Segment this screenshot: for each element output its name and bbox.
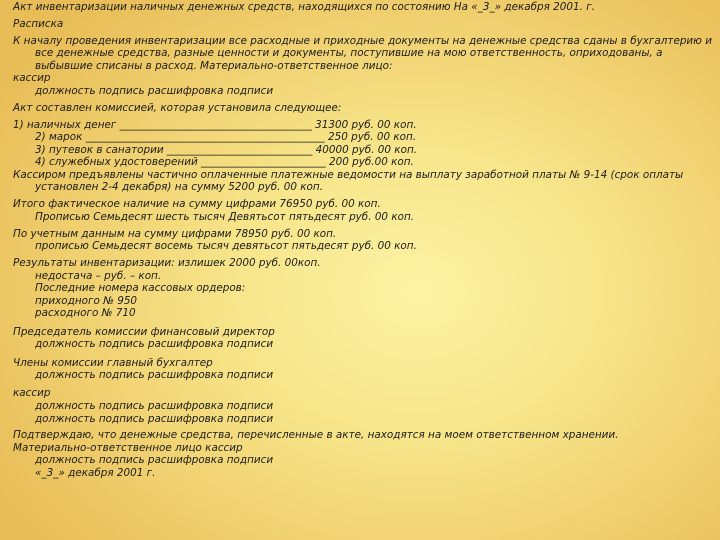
- commission-statement: Акт составлен комиссией, которая установила следующее:: [13, 101, 342, 114]
- records-total-words: прописью Семьдесят восемь тысяч девятьсот пятьдесят руб. 00 коп.: [35, 240, 417, 253]
- cashier-signature-line: должность подпись расшифровка подписи: [35, 84, 274, 97]
- inventory-act-document: [13, 1, 713, 480]
- receipt-text: К началу проведения инвентаризации все расходные и приходные документы на денежные средства сданы в бухгалтерию и все денежные средства, разные ценности и документы, поступившие на мою ответственность, оприходованы, а выбывшие списаны в расход. Материально-ответственное лицо:: [13, 34, 712, 72]
- member-cashier-label: кассир: [13, 387, 51, 400]
- member-signature-line: должность подпись расшифровка подписи: [35, 369, 274, 382]
- responsible-person: Материально-ответственное лицо кассир: [13, 441, 243, 454]
- receipt-label: Расписка: [13, 17, 64, 30]
- item-cash: 1) наличных денег _____________________________________ 31300 руб. 00 коп.: [13, 118, 417, 131]
- cashier-member-signature-line: должность подпись расшифровка подписи: [35, 399, 274, 412]
- commission-members: Члены комиссии главный бухгалтер: [13, 356, 213, 369]
- last-orders-label: Последние номера кассовых ордеров:: [35, 282, 246, 295]
- custody-confirmation: Подтверждаю, что денежные средства, перечисленные в акте, находятся на моем ответственном хранении.: [13, 429, 619, 442]
- act-title: Акт инвентаризации наличных денежных средств, находящихся по состоянию На «_3_» декабря 2001. г.: [13, 1, 595, 13]
- extra-signature-line: должность подпись расшифровка подписи: [35, 412, 274, 425]
- receipt-order-number: приходного № 950: [35, 294, 138, 307]
- actual-total-words: Прописью Семьдесят шесть тысяч Девятьсот пятьдесят руб. 00 коп.: [35, 210, 415, 223]
- act-date: «_3_» декабря 2001 г.: [35, 467, 156, 480]
- shortage-line: недостача – руб. – коп.: [35, 269, 162, 282]
- expense-order-number: расходного № 710: [35, 307, 136, 320]
- item-vouchers: 3) путевок в санатории ____________________________ 40000 руб. 00 коп.: [35, 143, 418, 156]
- item-stamps: 2) марок ______________________________________________ 250 руб. 00 коп.: [35, 131, 417, 144]
- cashier-label: кассир: [13, 72, 51, 85]
- actual-total-line: Итого фактическое наличие на сумму цифрами 76950 руб. 00 коп.: [13, 198, 381, 211]
- item-certificates: 4) служебных удостоверений ________________________ 200 руб.00 коп.: [35, 156, 414, 169]
- responsible-signature-line: должность подпись расшифровка подписи: [35, 454, 274, 467]
- inventory-results: Результаты инвентаризации: излишек 2000 руб. 00коп.: [13, 257, 321, 269]
- commission-chairman: Председатель комиссии финансовый директор: [13, 325, 275, 338]
- payroll-statement: Кассиром предъявлены частично оплаченные платежные ведомости на выплату заработной платы № 9-14 (срок оплаты установлен 2-4 декабря) на сумму 5200 руб. 00 коп.: [13, 168, 684, 194]
- records-total-line: По учетным данным на сумму цифрами 78950 руб. 00 коп.: [13, 227, 337, 240]
- chairman-signature-line: должность подпись расшифровка подписи: [35, 338, 274, 351]
